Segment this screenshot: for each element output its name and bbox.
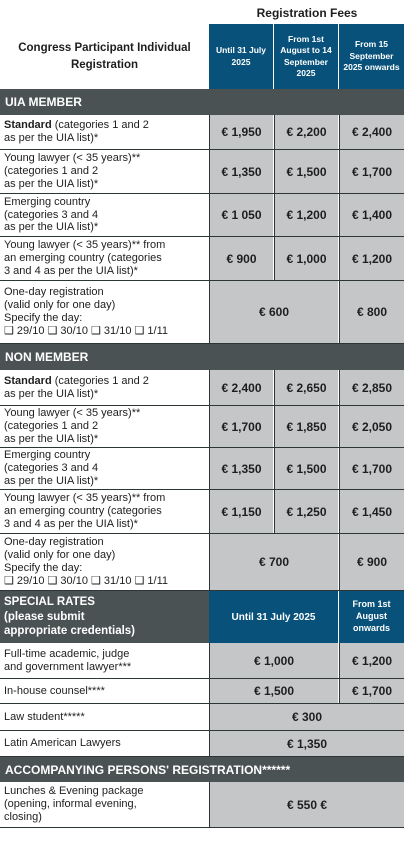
row-label <box>0 237 209 280</box>
section-uia-member <box>0 89 404 115</box>
row-label-rest: (categories 1 and 2 <box>51 374 149 387</box>
section-non-member <box>0 344 404 370</box>
row-label <box>0 281 209 343</box>
fee-cell: € 1,200 <box>340 237 404 280</box>
header-col-line: 2025 <box>231 56 251 67</box>
header-label-line: Registration <box>70 58 139 71</box>
table-row <box>0 731 404 757</box>
row-label-line: One-day registration <box>4 536 104 549</box>
row-label-line: Young lawyer (< 35 years)** from <box>4 239 166 252</box>
header-col-line: August to 14 <box>280 45 332 56</box>
fee-cell: € 300 <box>210 704 404 730</box>
table-row <box>0 406 404 448</box>
row-label <box>0 534 209 590</box>
section-title: ACCOMPANYING PERSONS' REGISTRATION****** <box>5 762 291 777</box>
row-label-line: Young lawyer (< 35 years)** <box>4 152 141 165</box>
row-label <box>0 150 209 193</box>
table-row <box>0 782 404 828</box>
header-col-line: September <box>349 50 394 61</box>
row-label <box>0 115 209 149</box>
special-col-until-31-july <box>209 591 338 643</box>
fee-cell: € 1,500 <box>275 448 338 489</box>
header-col-august-september <box>274 24 338 89</box>
section-accompanying-persons <box>0 757 404 782</box>
row-label-line: as per the UIA list)* <box>4 432 99 445</box>
day-checkboxes: ❑ 29/10 ❑ 30/10 ❑ 31/10 ❑ 1/11 <box>4 324 169 337</box>
fee-cell: € 1,350 <box>210 731 404 756</box>
row-label <box>0 370 209 405</box>
row-label-line: 3 and 4 as per the UIA list)* <box>4 264 138 277</box>
header-col-line: 2025 onwards <box>343 62 400 73</box>
fee-cell: € 1,200 <box>340 643 404 678</box>
fee-cell: € 1,500 <box>275 150 338 193</box>
fee-cell: € 1,350 <box>210 448 273 489</box>
section-title: UIA MEMBER <box>5 95 82 109</box>
row-label-line: (valid only for one day) <box>4 549 116 562</box>
special-col-line: onwards <box>352 622 390 633</box>
row-label-line: One-day registration <box>4 286 104 299</box>
table-row <box>0 194 404 237</box>
fee-cell: € 800 <box>340 281 404 343</box>
header-col-line: Until 31 July <box>215 45 267 56</box>
fee-cell: € 1 050 <box>210 194 273 236</box>
row-label-line: 3 and 4 as per the UIA list)* <box>4 517 138 530</box>
table-row <box>0 150 404 194</box>
fee-cell: € 2,850 <box>340 370 404 405</box>
section-title-line: SPECIAL RATES <box>4 595 95 608</box>
row-label <box>0 704 209 730</box>
row-label <box>0 643 209 678</box>
table-row <box>0 490 404 534</box>
row-label-line <box>4 375 207 388</box>
row-label-line: and government lawyer*** <box>4 660 132 673</box>
fee-cell: € 1,700 <box>340 448 404 489</box>
row-label-line: Full-time academic, judge <box>4 647 130 660</box>
section-title-line: appropriate credentials) <box>4 625 136 638</box>
row-label-line: as per the UIA list)* <box>4 177 99 190</box>
section-title: NON MEMBER <box>5 350 89 364</box>
row-label-line: (opening, informal evening, <box>4 798 137 811</box>
table-row <box>0 643 404 679</box>
row-label-line: Law student***** <box>4 710 85 723</box>
header-col-until-31-july <box>209 24 273 89</box>
fee-cell: € 1,500 <box>210 679 338 703</box>
row-label-bold: Standard <box>4 374 52 387</box>
fee-cell: € 1,700 <box>340 679 404 703</box>
table-row <box>0 534 404 591</box>
fee-cell: € 1,450 <box>340 490 404 533</box>
row-label-line: In-house counsel**** <box>4 684 105 697</box>
row-label <box>0 679 209 703</box>
row-label <box>0 782 209 827</box>
row-label-line: closing) <box>4 810 42 823</box>
fee-cell: € 900 <box>340 534 404 590</box>
header-col-line: From 1st <box>288 33 324 44</box>
registration-fees-title: Registration Fees <box>256 6 358 20</box>
fee-cell: € 700 <box>210 534 338 590</box>
row-label-line: Specify the day: <box>4 562 83 574</box>
header-col-line: 2025 <box>296 67 316 78</box>
row-label-line: as per the UIA list)* <box>4 221 99 234</box>
fee-cell: € 2,650 <box>275 370 338 405</box>
row-label-line: (categories 3 and 4 <box>4 208 99 221</box>
special-col-line: August <box>355 611 387 622</box>
fee-cell: € 1,350 <box>210 150 273 193</box>
header-col-line: September <box>284 56 328 67</box>
row-label-line: (categories 1 and 2 <box>4 420 99 433</box>
row-label-line: as per the UIA list)* <box>4 474 99 487</box>
table-row <box>0 704 404 731</box>
header-col-from-15-september <box>339 24 404 89</box>
row-label <box>0 731 209 756</box>
fee-cell: € 1,250 <box>275 490 338 533</box>
fee-cell: € 2,400 <box>210 370 273 405</box>
fee-cell: € 2,400 <box>340 115 404 149</box>
fee-cell: € 1,000 <box>275 237 338 280</box>
row-label-line: as per the UIA list)* <box>4 132 99 144</box>
special-col-from-1st-august <box>339 591 404 643</box>
fee-cell: € 1,700 <box>210 406 273 447</box>
row-label-line <box>4 119 207 132</box>
table-row <box>0 448 404 490</box>
row-label-line: (categories 3 and 4 <box>4 462 99 475</box>
row-label-line: (categories 1 and 2 <box>4 165 99 178</box>
fee-cell: € 1,850 <box>275 406 338 447</box>
section-special-rates <box>0 591 209 643</box>
fee-cell: € 2,200 <box>275 115 338 149</box>
fee-cell: € 1,150 <box>210 490 273 533</box>
table-row <box>0 370 404 406</box>
day-checkboxes: ❑ 29/10 ❑ 30/10 ❑ 31/10 ❑ 1/11 <box>4 574 169 587</box>
row-label-line: an emerging country (categories <box>4 252 162 265</box>
special-col-line: From 1st <box>352 599 391 610</box>
fee-cell: € 2,050 <box>340 406 404 447</box>
row-label-rest: (categories 1 and 2 <box>51 119 149 132</box>
row-label-line: an emerging country (categories <box>4 505 162 518</box>
fee-cell: € 600 <box>210 281 338 343</box>
fee-cell: € 1,400 <box>340 194 404 236</box>
row-label-line: Specify the day: <box>4 312 83 324</box>
participant-registration-header <box>0 24 209 89</box>
section-title-line: (please submit <box>4 610 85 623</box>
row-label <box>0 448 209 489</box>
header-col-line: From 15 <box>354 39 389 50</box>
row-label-line: as per the UIA list)* <box>4 387 99 400</box>
fee-cell: € 1,000 <box>210 643 338 678</box>
row-label-bold: Standard <box>4 119 52 132</box>
table-row <box>0 237 404 281</box>
fee-cell: € 1,950 <box>210 115 273 149</box>
row-label-line: Young lawyer (< 35 years)** from <box>4 492 166 505</box>
table-row <box>0 679 404 704</box>
row-label-line: (valid only for one day) <box>4 299 116 312</box>
row-label <box>0 490 209 533</box>
fee-cell: € 1,200 <box>275 194 338 236</box>
header-label-line: Congress Participant Individual <box>18 41 191 54</box>
table-row <box>0 115 404 150</box>
row-label-line: Lunches & Evening package <box>4 785 144 798</box>
row-label <box>0 406 209 447</box>
row-label-line: Latin American Lawyers <box>4 737 121 750</box>
special-col-line: Until 31 July 2025 <box>231 611 316 623</box>
fee-cell: € 1,700 <box>340 150 404 193</box>
fee-cell: € 900 <box>210 237 273 280</box>
row-label-line: Emerging country <box>4 195 91 208</box>
row-label-line: Emerging country <box>4 449 91 462</box>
row-label-line: Young lawyer (< 35 years)** <box>4 407 141 420</box>
row-label <box>0 194 209 236</box>
table-row <box>0 281 404 344</box>
fee-cell: € 550 € <box>210 782 404 827</box>
